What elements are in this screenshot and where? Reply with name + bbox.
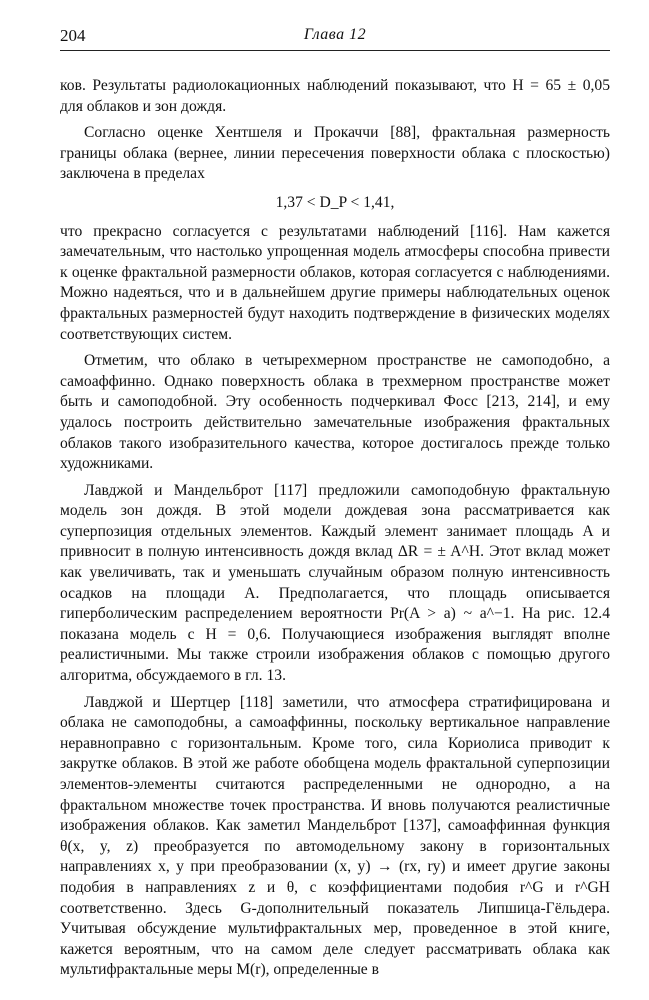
- page-body: [60, 76, 610, 981]
- paragraph-3: что прекрасно согласуется с результатами наблюдений [116]. Нам кажется замечательным, что настолько упрощенная модель атмосферы способна привести к оценке фрактальной размерности облаков, которая согласуется с наблюдениями. Можно надеяться, что и в дальнейшем другие примеры наблюдательных оценок фрактальных размерностей будут находить подтверждение в физических моделях соответствующих систем.: [60, 222, 610, 343]
- formula-dp: 1,37 < D_P < 1,41,: [275, 193, 395, 211]
- paragraph-4: Отметим, что облако в четырехмерном пространстве не самоподобно, а самоаффинно. Однако поверхность облака в трехмерном пространстве может быть и самоподобной. Эту особенность подчеркивал Фосс [213, 214], и ему удалось построить действительно замечательные изображения фрактальных облаков такого изобразительного качества, которое достигалось прежде только художниками.: [60, 352, 610, 473]
- page-number: 204: [60, 26, 86, 45]
- paragraph-5: Лавджой и Мандельброт [117] предложили самоподобную фрактальную модель зон дождя. В этой модели дождевая зона рассматривается как суперпозиция отдельных элементов. Каждый элемент занимает площадь A и привносит в полную интенсивность дождя вклад ΔR = ± A^H. Этот вклад может как увеличивать, так и уменьшать случайным образом полную интенсивность осадков на площади A. Предполагается, что площадь описывается гиперболическим распределением вероятности Pr(A > a) ~ a^−1. На рис. 12.4 показана модель с H = 0,6. Получающиеся изображения выглядят вполне реалистичными. Мы также строили изображения облаков с помощью другого алгоритма, обсуждаемого в гл. 13.: [60, 481, 610, 685]
- running-header: [60, 26, 610, 51]
- paragraph-2: Согласно оценке Хентшеля и Прокаччи [88], фрактальная размерность границы облака (вернее, линии пересечения поверхности облака с плоскостью) заключена в пределах: [60, 124, 610, 183]
- paragraph-1: ков. Результаты радиолокационных наблюдений показывают, что H = 65 ± 0,05 для облаков и зон дождя.: [60, 77, 610, 115]
- paragraph-6: Лавджой и Шертцер [118] заметили, что атмосфера стратифицирована и облака не самоподобны, а самоаффинны, поскольку вертикальное направление неравноправно с горизонтальным. Кроме того, сила Кориолиса приводит к закрутке облаков. В этой же работе обобщена модель фрактальной суперпозиции элементов-элементы считаются распределенными не однородно, а на фрактальном множестве точек пространства. И вновь получаются реалистичные изображения облаков. Как заметил Мандельброт [137], самоаффинная функция θ(x, y, z) преобразуется по автомодельному закону в горизонтальных направлениях x, y при преобразовании (x, y) → (rx, ry) и имеет другие законы подобия в направлениях z и θ, с коэффициентами подобия r^G и r^GH соответственно. Здесь G-дополнительный показатель Липшица-Гёльдера. Учитывая обсуждение мультифрактальных мер, проведенное в этой книге, кажется вероятным, что на самом деле следует рассматривать облака как мультифрактальные меры M(r), определенные в: [60, 693, 610, 979]
- chapter-title: Глава 12: [303, 26, 367, 43]
